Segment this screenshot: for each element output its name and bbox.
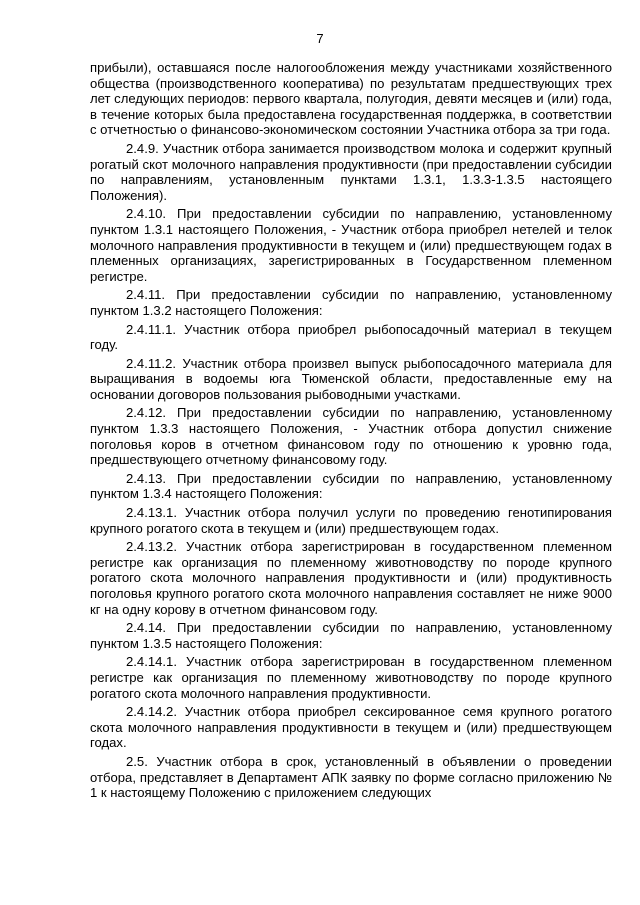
paragraph-2-4-13-1: 2.4.13.1. Участник отбора получил услуги по проведению генотипирования крупного рогатого скота в текущем и (или) предшествующем годах. bbox=[90, 505, 612, 536]
document-body bbox=[90, 60, 612, 801]
paragraph-2-4-12: 2.4.12. При предоставлении субсидии по направлению, установленному пунктом 1.3.3 настоящего Положения, - Участник отбора допустил снижение поголовья коров в отчетном финансовом году по отношению к уровню года, предшествующего отчетному финансовому году. bbox=[90, 405, 612, 468]
paragraph-2-4-13-2: 2.4.13.2. Участник отбора зарегистрирован в государственном племенном регистре как организация по племенному животноводству по породе крупного рогатого скота молочного направления продуктивности и (или) продуктивность поголовья крупного рогатого скота молочного направления составляет не ниже 9000 кг на одну корову в отчетном финансовом году. bbox=[90, 539, 612, 617]
paragraph-2-4-14-2: 2.4.14.2. Участник отбора приобрел сексированное семя крупного рогатого скота молочного направления продуктивности в текущем и (или) предшествующем годах. bbox=[90, 704, 612, 751]
paragraph-2-4-11-1: 2.4.11.1. Участник отбора приобрел рыбопосадочный материал в текущем году. bbox=[90, 321, 612, 353]
paragraph-2-4-13: 2.4.13. При предоставлении субсидии по направлению, установленному пунктом 1.3.4 настоящего Положения: bbox=[90, 470, 612, 502]
paragraph-2-4-11-2: 2.4.11.2. Участник отбора произвел выпуск рыбопосадочного материала для выращивания в водоемы юга Тюменской области, предоставленные ему на основании договоров пользования рыбоводными участками. bbox=[90, 355, 612, 402]
paragraph-2-4-14: 2.4.14. При предоставлении субсидии по направлению, установленному пунктом 1.3.5 настоящего Положения: bbox=[90, 620, 612, 651]
paragraph-continuation-profit: прибыли), оставшаяся после налогообложения между участниками хозяйственного общества (производственного кооператива) по результатам предшествующих трех лет следующих периодов: первого квартала, полугодия, девяти месяцев и (или) года, в течение которых была предоставлена государственная поддержка, в соответствии с отчетностью о финансово-экономическом состоянии Участника отбора за три года. bbox=[90, 60, 612, 138]
paragraph-2-4-9: 2.4.9. Участник отбора занимается производством молока и содержит крупный рогатый скот молочного направления продуктивности (при предоставлении субсидии по направлениям, установленным пунктами 1.3.1, 1.3.3-1.3.5 настоящего Положения). bbox=[90, 140, 612, 203]
paragraph-2-4-14-1: 2.4.14.1. Участник отбора зарегистрирован в государственном племенном регистре как организация по племенному животноводству по породе крупного рогатого скота молочного направления продуктивности. bbox=[90, 654, 612, 701]
paragraph-2-4-11: 2.4.11. При предоставлении субсидии по направлению, установленному пунктом 1.3.2 настоящего Положения: bbox=[90, 287, 612, 318]
paragraph-2-5: 2.5. Участник отбора в срок, установленный в объявлении о проведении отбора, представляет в Департамент АПК заявку по форме согласно приложению № 1 к настоящему Положению с приложением следующих bbox=[90, 753, 612, 801]
paragraph-2-4-10: 2.4.10. При предоставлении субсидии по направлению, установленному пунктом 1.3.1 настоящего Положения, - Участник отбора приобрел нетелей и телок молочного направления продуктивности в текущем и (или) предшествующем годах в племенных организациях, зарегистрированных в Государственном племенном регистре. bbox=[90, 206, 612, 284]
page-number: 7 bbox=[316, 31, 324, 46]
